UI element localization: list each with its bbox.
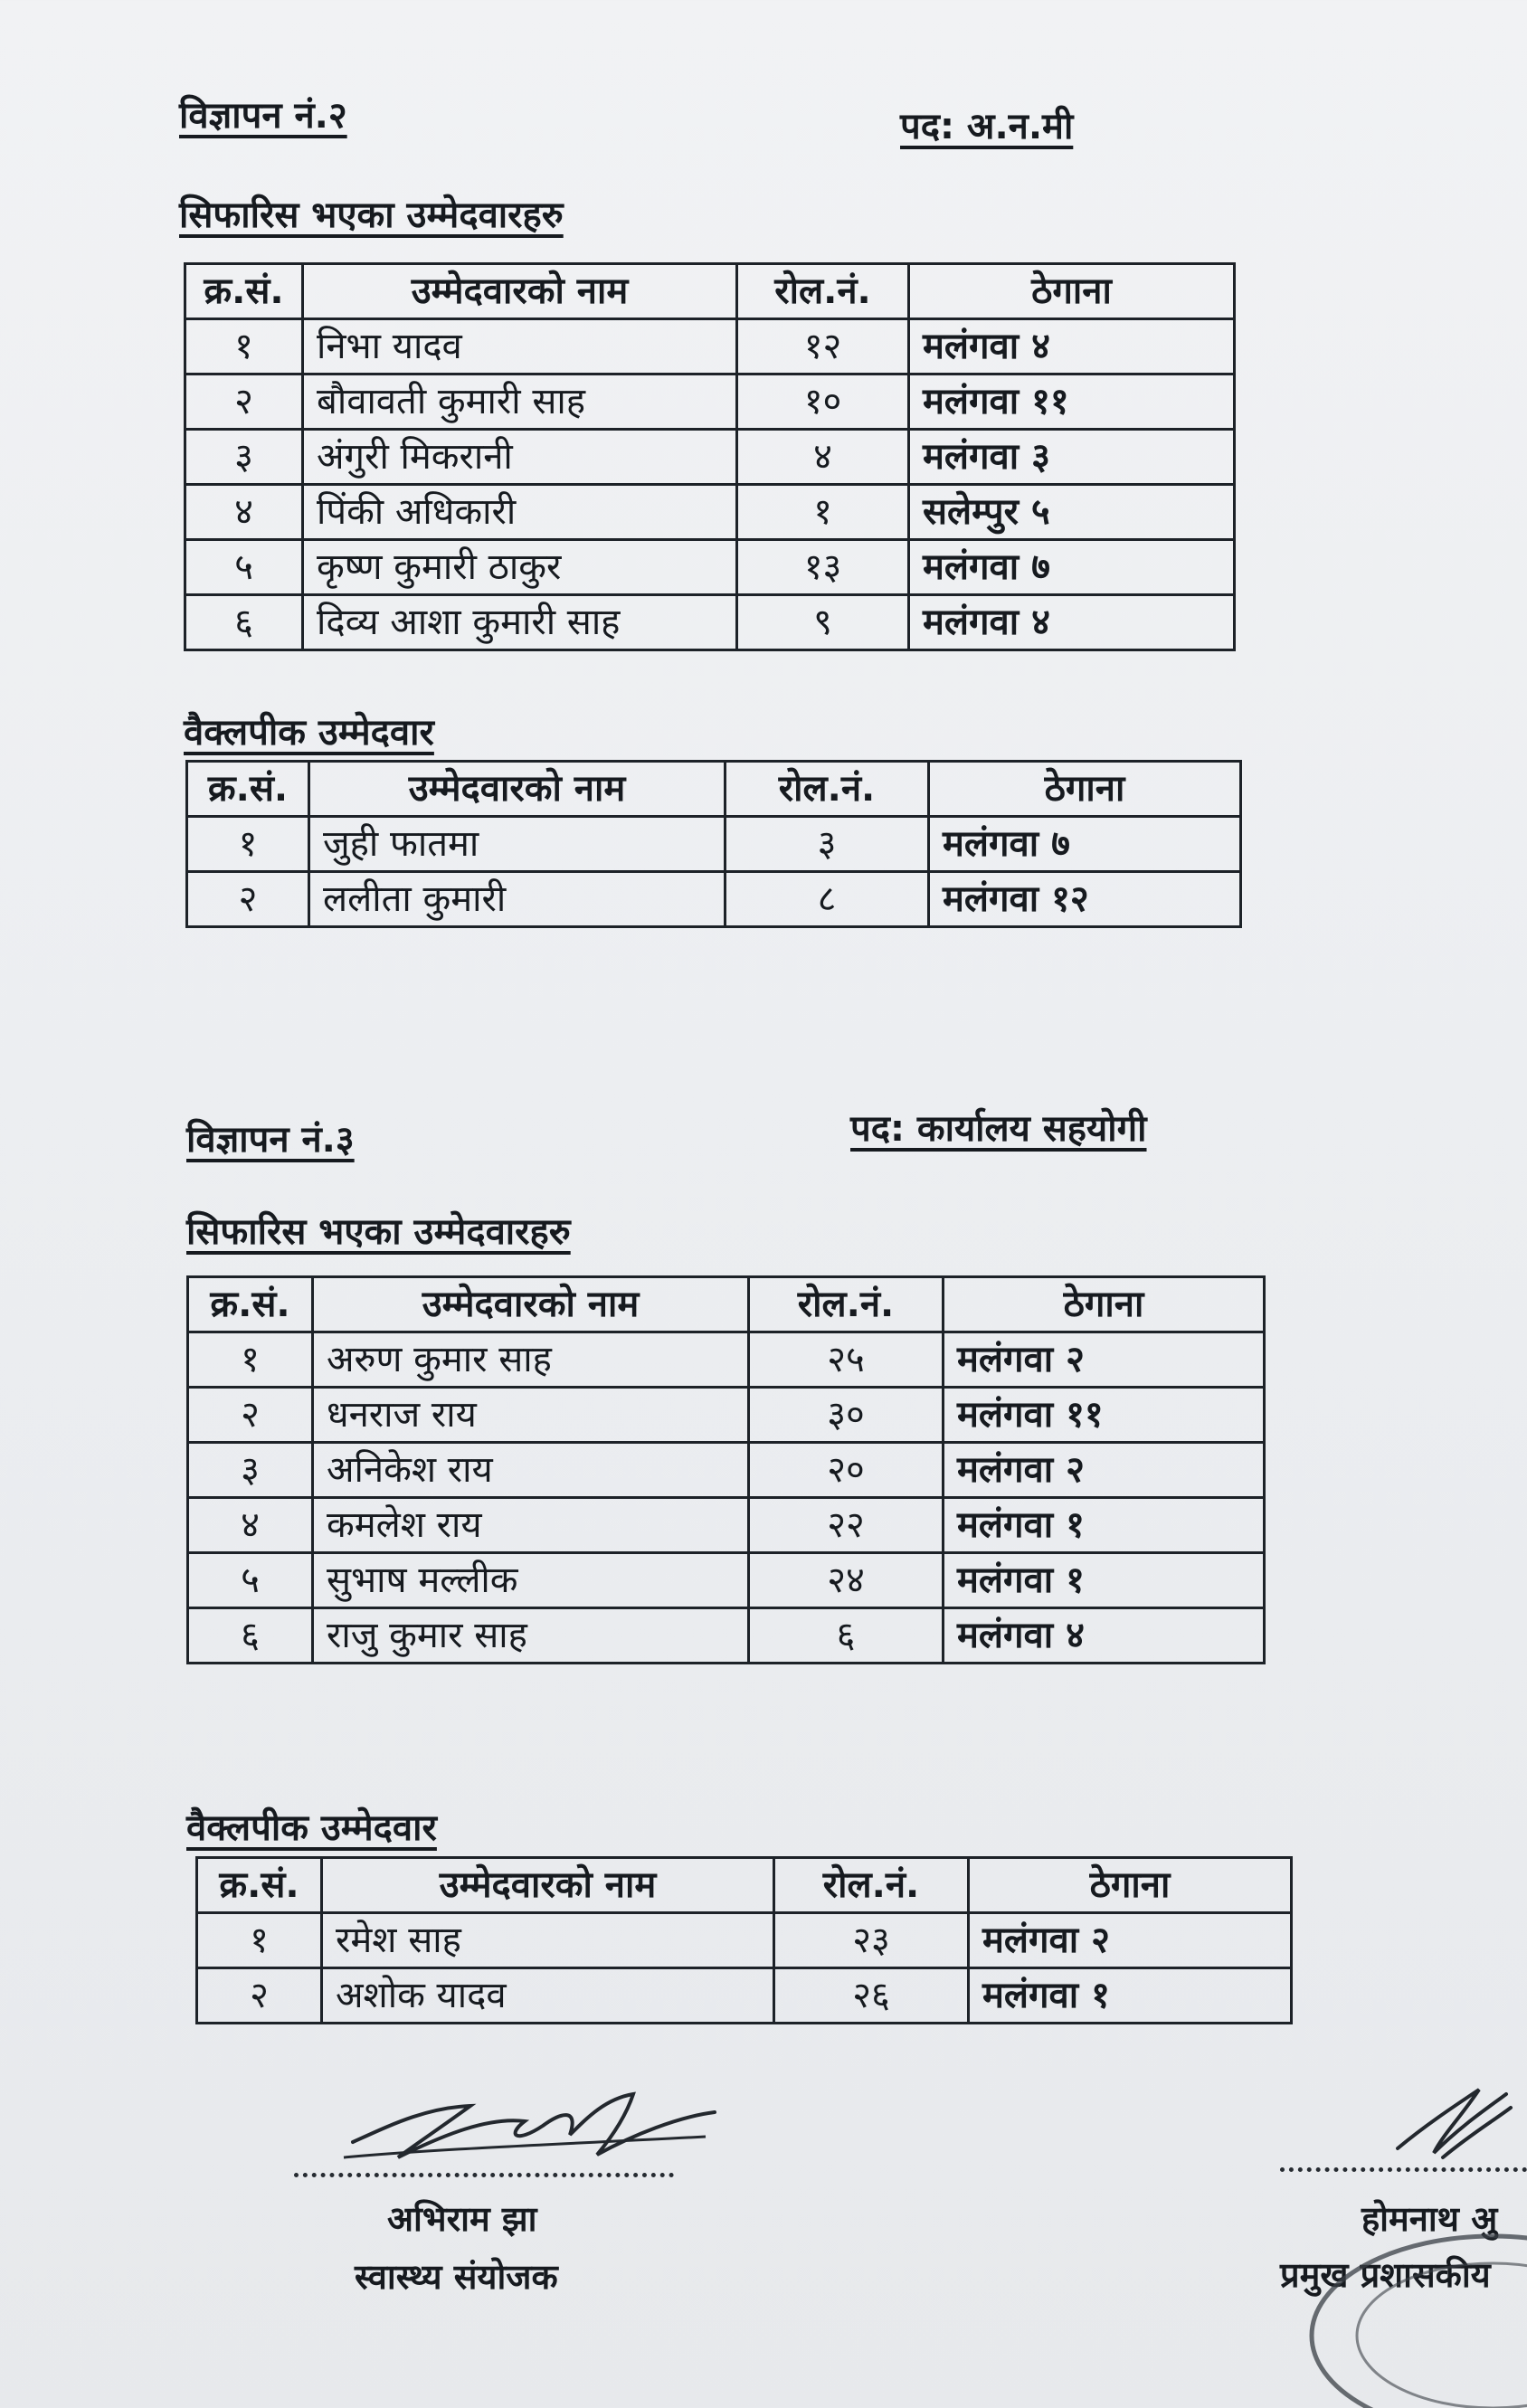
table-row bbox=[185, 430, 1235, 485]
address-header: ठेगाना bbox=[909, 264, 1235, 319]
name-cell: अनिकेश राय bbox=[313, 1443, 749, 1498]
name-cell: सुभाष मल्लीक bbox=[313, 1553, 749, 1608]
ad3-post: पद: कार्यालय सहयोगी bbox=[850, 1108, 1147, 1150]
ad3-alternate-table bbox=[195, 1856, 1293, 2024]
address-cell: मलंगवा ४ bbox=[909, 319, 1235, 374]
serial-cell: ३ bbox=[185, 430, 303, 485]
name-cell: जुही फातमा bbox=[309, 817, 726, 872]
address-cell: सलेम्पुर ५ bbox=[909, 485, 1235, 540]
roll-cell: ३ bbox=[726, 817, 929, 872]
table-row bbox=[197, 1968, 1292, 2024]
serial-cell: ४ bbox=[185, 485, 303, 540]
table-row bbox=[185, 540, 1235, 595]
roll-cell: १३ bbox=[737, 540, 909, 595]
roll-cell: ८ bbox=[726, 872, 929, 927]
address-cell: मलंगवा २ bbox=[944, 1332, 1265, 1388]
serial-cell: २ bbox=[185, 374, 303, 430]
roll-cell: १० bbox=[737, 374, 909, 430]
left-signatory-name: अभिराम झा bbox=[387, 2199, 537, 2239]
roll-cell: २४ bbox=[749, 1553, 944, 1608]
ad3-recommended-table bbox=[186, 1275, 1266, 1664]
address-cell: मलंगवा १ bbox=[944, 1498, 1265, 1553]
right-signature-line bbox=[1280, 2167, 1527, 2172]
address-header: ठेगाना bbox=[944, 1277, 1265, 1332]
serial-cell: २ bbox=[188, 1388, 313, 1443]
name-cell: अंगुरी मिकरानी bbox=[303, 430, 737, 485]
table-row bbox=[188, 1332, 1265, 1388]
header-row bbox=[188, 1277, 1265, 1332]
name-header: उम्मेदवारको नाम bbox=[309, 762, 726, 817]
name-cell: निभा यादव bbox=[303, 319, 737, 374]
name-cell: राजु कुमार साह bbox=[313, 1608, 749, 1664]
roll-header: रोल.नं. bbox=[737, 264, 909, 319]
office-stamp bbox=[1221, 2200, 1527, 2408]
address-cell: मलंगवा १२ bbox=[929, 872, 1241, 927]
table-row bbox=[188, 1443, 1265, 1498]
name-cell: अरुण कुमार साह bbox=[313, 1332, 749, 1388]
right-signature bbox=[1389, 2071, 1515, 2171]
table-row bbox=[197, 1913, 1292, 1968]
ad2-alternate-title: वैक्लपीक उम्मेदवार bbox=[184, 712, 434, 754]
table-row bbox=[188, 1553, 1265, 1608]
left-signature-line bbox=[294, 2173, 674, 2177]
ad3-number: विज्ञापन नं.३ bbox=[186, 1119, 355, 1161]
roll-header: रोल.नं. bbox=[749, 1277, 944, 1332]
serial-cell: २ bbox=[197, 1968, 322, 2024]
name-cell: कमलेश राय bbox=[313, 1498, 749, 1553]
name-cell: पिंकी अधिकारी bbox=[303, 485, 737, 540]
left-signature bbox=[335, 2071, 733, 2180]
roll-header: रोल.नं. bbox=[774, 1858, 969, 1913]
ad2-number: विज्ञापन नं.२ bbox=[179, 95, 347, 137]
roll-cell: १ bbox=[737, 485, 909, 540]
address-cell: मलंगवा ४ bbox=[944, 1608, 1265, 1664]
address-cell: मलंगवा २ bbox=[944, 1443, 1265, 1498]
roll-cell: १२ bbox=[737, 319, 909, 374]
address-cell: मलंगवा ३ bbox=[909, 430, 1235, 485]
serial-cell: ६ bbox=[188, 1608, 313, 1664]
right-signatory-title: प्रमुख प्रशासकीय bbox=[1280, 2255, 1491, 2295]
serial-header: क्र.सं. bbox=[188, 1277, 313, 1332]
address-cell: मलंगवा ११ bbox=[909, 374, 1235, 430]
roll-cell: ४ bbox=[737, 430, 909, 485]
header-row bbox=[197, 1858, 1292, 1913]
left-signatory-title: स्वास्थ्य संयोजक bbox=[355, 2257, 558, 2297]
table-row bbox=[185, 319, 1235, 374]
ad3-alternate-title: वैक्लपीक उम्मेदवार bbox=[186, 1807, 437, 1849]
serial-header: क्र.सं. bbox=[185, 264, 303, 319]
serial-cell: २ bbox=[187, 872, 309, 927]
serial-cell: ३ bbox=[188, 1443, 313, 1498]
roll-cell: ३० bbox=[749, 1388, 944, 1443]
table-row bbox=[185, 595, 1235, 650]
address-cell: मलंगवा ११ bbox=[944, 1388, 1265, 1443]
table-row bbox=[188, 1388, 1265, 1443]
ad2-post: पद: अ.न.मी bbox=[900, 106, 1074, 147]
table-row bbox=[187, 817, 1241, 872]
address-cell: मलंगवा २ bbox=[969, 1913, 1292, 1968]
roll-cell: ६ bbox=[749, 1608, 944, 1664]
roll-header: रोल.नं. bbox=[726, 762, 929, 817]
ad3-recommended-title: सिफारिस भएका उम्मेदवारहरु bbox=[186, 1211, 571, 1253]
serial-cell: १ bbox=[197, 1913, 322, 1968]
ad2-recommended-title: सिफारिस भएका उम्मेदवारहरु bbox=[179, 194, 564, 236]
serial-cell: १ bbox=[185, 319, 303, 374]
address-header: ठेगाना bbox=[929, 762, 1241, 817]
table-row bbox=[188, 1608, 1265, 1664]
serial-header: क्र.सं. bbox=[197, 1858, 322, 1913]
address-cell: मलंगवा १ bbox=[944, 1553, 1265, 1608]
serial-cell: १ bbox=[188, 1332, 313, 1388]
roll-cell: २० bbox=[749, 1443, 944, 1498]
serial-cell: ४ bbox=[188, 1498, 313, 1553]
ad2-alternate-table bbox=[185, 760, 1242, 928]
name-header: उम्मेदवारको नाम bbox=[303, 264, 737, 319]
header-row bbox=[187, 762, 1241, 817]
name-cell: धनराज राय bbox=[313, 1388, 749, 1443]
ad2-recommended-table bbox=[184, 262, 1236, 651]
name-header: उम्मेदवारको नाम bbox=[313, 1277, 749, 1332]
name-cell: अशोक यादव bbox=[322, 1968, 774, 2024]
table-row bbox=[185, 374, 1235, 430]
address-cell: मलंगवा ४ bbox=[909, 595, 1235, 650]
serial-cell: ६ bbox=[185, 595, 303, 650]
serial-cell: ५ bbox=[185, 540, 303, 595]
name-cell: कृष्ण कुमारी ठाकुर bbox=[303, 540, 737, 595]
name-cell: रमेश साह bbox=[322, 1913, 774, 1968]
table-row bbox=[188, 1498, 1265, 1553]
roll-cell: २६ bbox=[774, 1968, 969, 2024]
name-cell: दिव्य आशा कुमारी साह bbox=[303, 595, 737, 650]
name-cell: ललीता कुमारी bbox=[309, 872, 726, 927]
roll-cell: २५ bbox=[749, 1332, 944, 1388]
name-header: उम्मेदवारको नाम bbox=[322, 1858, 774, 1913]
address-header: ठेगाना bbox=[969, 1858, 1292, 1913]
table-row bbox=[187, 872, 1241, 927]
address-cell: मलंगवा १ bbox=[969, 1968, 1292, 2024]
header-row bbox=[185, 264, 1235, 319]
roll-cell: २२ bbox=[749, 1498, 944, 1553]
name-cell: बौवावती कुमारी साह bbox=[303, 374, 737, 430]
address-cell: मलंगवा ७ bbox=[909, 540, 1235, 595]
roll-cell: २३ bbox=[774, 1913, 969, 1968]
serial-header: क्र.सं. bbox=[187, 762, 309, 817]
serial-cell: १ bbox=[187, 817, 309, 872]
address-cell: मलंगवा ७ bbox=[929, 817, 1241, 872]
right-signatory-name: होमनाथ अु bbox=[1361, 2199, 1498, 2239]
table-row bbox=[185, 485, 1235, 540]
roll-cell: ९ bbox=[737, 595, 909, 650]
serial-cell: ५ bbox=[188, 1553, 313, 1608]
